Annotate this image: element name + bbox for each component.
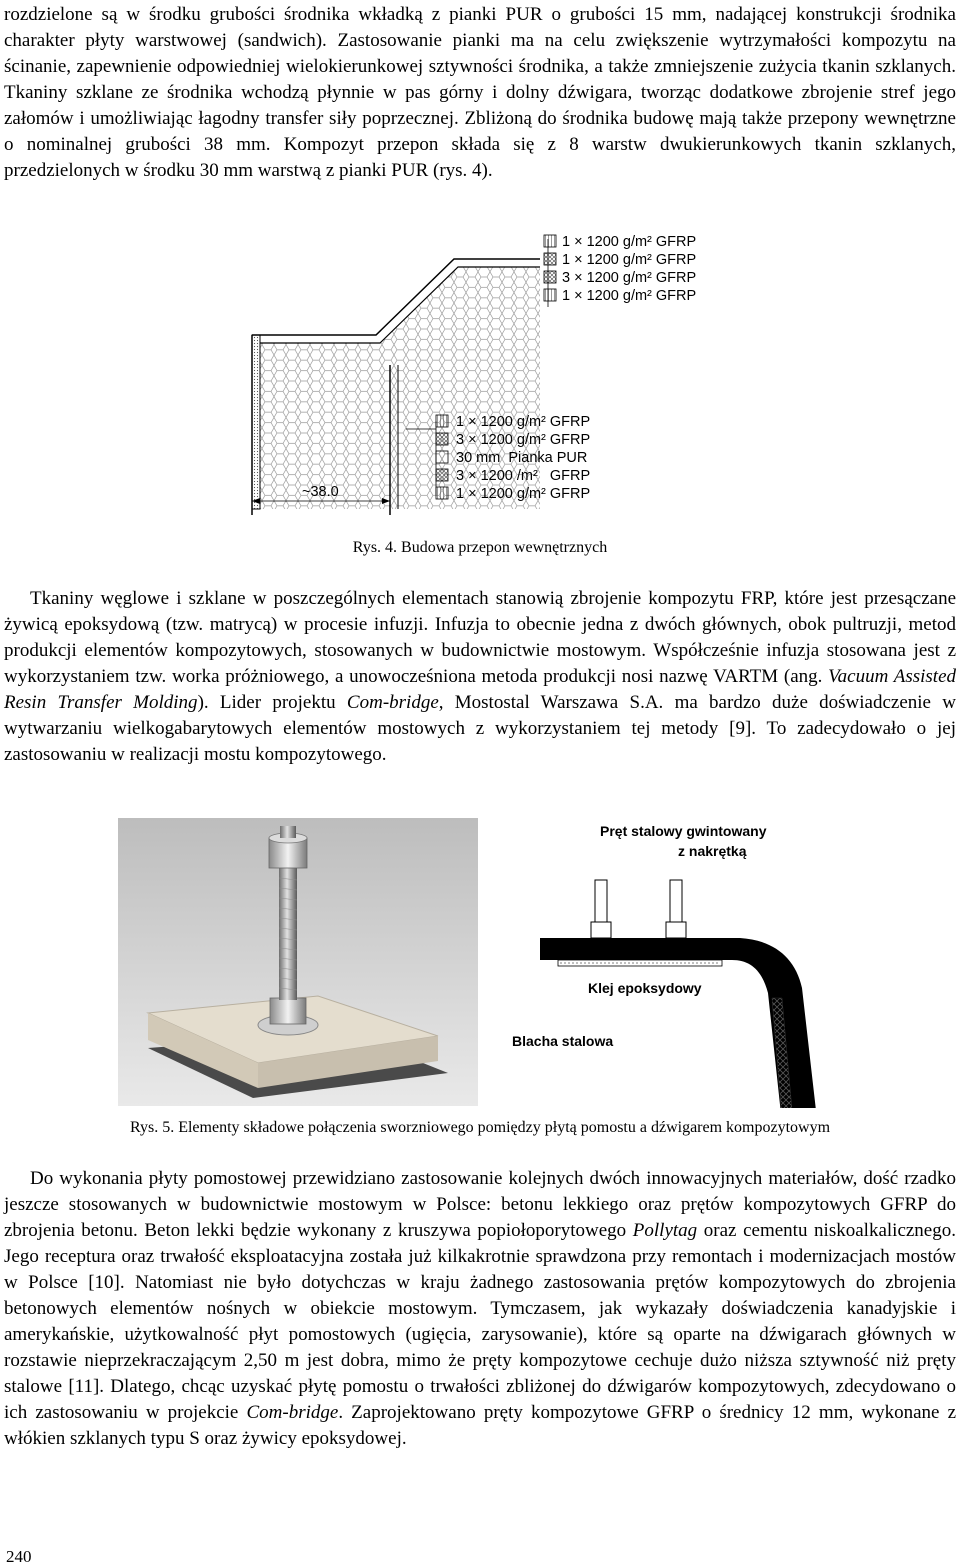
top-layer-3: 3 × 1200 g/m² GFRP (562, 270, 697, 286)
figure-diaphragm-section (250, 225, 730, 525)
figure5-caption: Rys. 5. Elementy składowe połączenia sworzniowego pomiędzy płytą pomostu a dźwigarem kompozytowym (129, 1119, 831, 1136)
bolt-right (666, 880, 686, 938)
top-layer-4: 1 × 1200 g/m² GFRP (562, 288, 697, 304)
top-layer-1: 1 × 1200 g/m² GFRP (562, 234, 697, 250)
page-number: 240 (6, 1547, 32, 1566)
rod-label-line2: z nakrętką (678, 843, 747, 859)
glue-label: Klej epoksydowy (588, 980, 702, 996)
bottom-layer-3: 30 mm Pianka PUR (456, 450, 588, 466)
figure-bolt-photo (118, 818, 478, 1106)
bolt-left (591, 880, 611, 938)
bottom-layer-4: 3 × 1200 /m² GFRP (456, 468, 591, 484)
bottom-layer-2: 3 × 1200 g/m² GFRP (456, 432, 591, 448)
figure-bolt-diagram (510, 818, 830, 1108)
plate-label: Blacha stalowa (512, 1033, 614, 1049)
paragraph-deck: Do wykonania płyty pomostowej przewidziano zastosowanie kolejnych dwóch innowacyjnych materiałów, dość rzadko jeszcze stosowanych w budownictwie mostowym w Polsce: betonu lekkiego oraz prętów kompozytowych GFRP do zbrojenia betonu. Beton lekki będzie wykonany z kruszywa popiołoporytowego Pollytag oraz cementu niskoalkalicznego. Jego receptura oraz trwałość eksploatacyjna została już kilkakrotnie sprawdzona przy remontach i modernizacjach mostów w Polsce [10]. Natomiast nie było dotychczas w kraju żadnego zastosowania prętów kompozytowych do zbrojenia betonowych elementów nośnych w obiekcie mostowym. Tymczasem, jak wykazały doświadczenia kanadyjskie i amerykańskie, użytkowalność płyt pomostowych (ugięcia, zarysowanie), które są oparte na dźwigarach głównych w rozstawie nieprzekraczającym 2,50 m jest dobra, mimo że pręty kompozytowe cechuje dużo niższa sztywność niż pręty stalowe [11]. Dlatego, chcąc uzyskać płytę pomostu o trwałości zbliżonej do dźwigarów kompozytowych, zdecydowano o ich zastosowaniu w projekcie Com-bridge. Zaprojektowano pręty kompozytowe GFRP o średnicy 12 mm, wykonane z włókien szklanych typu S oraz żywicy epoksydowej. (4, 1168, 957, 1449)
paragraph-infusion: Tkaniny węglowe i szklane w poszczególnych elementach stanowią zbrojenie kompozytu FRP, które jest przesączane żywicą epoksydową (tzw. matrycą) w procesie infuzji. Infuzja to obecnie jedna z dwóch głównych, obok pultruzji, metod produkcji elementów kompozytowych, stosowanych w budownictwie mostowym. Współcześnie infuzja stosowana jest z wykorzystaniem tzw. worka próżniowego, a unowocześniona metoda produkcji nosi nazwę VARTM (ang. Vacuum Assisted Resin Transfer Molding). Lider projektu Com-bridge, Mostostal Warszawa S.A. ma bardzo duże doświadczenie w wytwarzaniu wielkogabarytowych elementów mostowych z wykorzystaniem tej metody [9]. To zadecydowało o jej zastosowaniu w realizacji mostu kompozytowego. (4, 588, 956, 765)
bottom-layer-1: 1 × 1200 g/m² GFRP (456, 414, 591, 430)
figure4-caption: Rys. 4. Budowa przepon wewnętrznych (352, 539, 608, 556)
top-layer-legend (544, 234, 696, 307)
bottom-layer-5: 1 × 1200 g/m² GFRP (456, 486, 591, 502)
dimension-label: ~38.0 (302, 484, 339, 500)
rod-label-line1: Pręt stalowy gwintowany (600, 823, 767, 839)
top-layer-2: 1 × 1200 g/m² GFRP (562, 252, 697, 268)
paragraph-intro: rozdzielone są w środku grubości środnika wkładką z pianki PUR o grubości 15 mm, nadającej konstrukcji środnika charakter płyty warstwowej (sandwich). Zastosowanie pianki ma na celu zwiększenie wytrzymałości kompozytu na ścinanie, zapewnienie odpowiedniej wielokierunkowej sztywności środnika, a także zmniejszenie zużycia tkanin szklanych. Tkaniny szklane ze środnika wchodzą płynnie w pas górny i dolny dźwigara, tworząc dodatkowe zbrojenie stref jego załomów i umożliwiając łagodny transfer siły poprzecznej. Zbliżoną do środnika budowę mają także przepony wewnętrzne o nominalnej grubości 38 mm. Kompozyt przepon składa się z 8 warstw dwukierunkowych tkanin szklanych, przedzielonych w środku 30 mm warstwą z pianki PUR (rys. 4). (4, 4, 956, 181)
